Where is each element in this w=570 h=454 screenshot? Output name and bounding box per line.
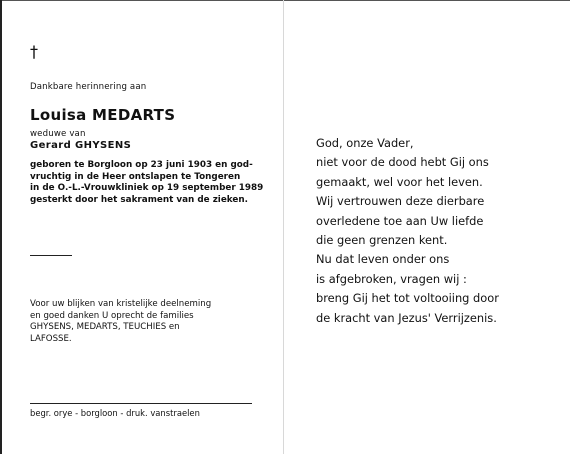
spouse-name: Gerard GHYSENS <box>30 140 132 151</box>
prayer-line: overledene toe aan Uw liefde <box>316 213 484 228</box>
thanks-block <box>30 299 280 345</box>
biography-line: in de O.-L.-Vrouwkliniek op 19 september 1989 <box>30 183 264 193</box>
thanks-line: en goed danken U oprecht de families <box>30 310 194 321</box>
prayer-line: Wij vertrouwen deze dierbare <box>316 194 485 209</box>
biography-line: geboren te Borgloon op 23 juni 1903 en god- <box>30 160 253 170</box>
biography-line: vruchtig in de Heer ontslapen te Tongeren <box>30 171 241 182</box>
prayer-line: is afgebroken, vragen wij : <box>316 271 467 286</box>
separator-rule <box>30 255 72 256</box>
card-left-edge <box>0 0 2 454</box>
thanks-line: Voor uw blijken van kristelijke deelneming <box>30 299 212 309</box>
prayer-text <box>316 134 556 328</box>
prayer-line: God, onze Vader, <box>316 136 414 150</box>
biography-line: gesterkt door het sakrament van de zieken. <box>30 194 248 205</box>
thanks-line: GHYSENS, MEDARTS, TEUCHIES en <box>30 322 180 332</box>
prayer-line: gemaakt, wel voor het leven. <box>316 174 483 189</box>
biography-block <box>30 160 280 206</box>
prayer-line: Nu dat leven onder ons <box>316 252 450 267</box>
cross-symbol: † <box>30 42 38 61</box>
prayer-line: die geen grenzen kent. <box>316 233 448 248</box>
card-top-edge <box>0 0 570 1</box>
remembrance-heading: Dankbare herinnering aan <box>30 82 147 92</box>
prayer-line: breng Gij het tot voltooiing door <box>316 291 499 306</box>
prayer-line: niet voor de dood hebt Gij ons <box>316 155 489 170</box>
thanks-line: LAFOSSE. <box>30 333 72 344</box>
footer-rule <box>30 403 252 404</box>
card-fold-line <box>283 0 284 454</box>
prayer-line: de kracht van Jezus' Verrijzenis. <box>316 310 497 325</box>
printer-credit: begr. orye - borgloon - druk. vanstraelen <box>30 408 200 418</box>
widow-of-label: weduwe van <box>30 129 86 139</box>
deceased-name: Louisa MEDARTS <box>30 106 176 124</box>
